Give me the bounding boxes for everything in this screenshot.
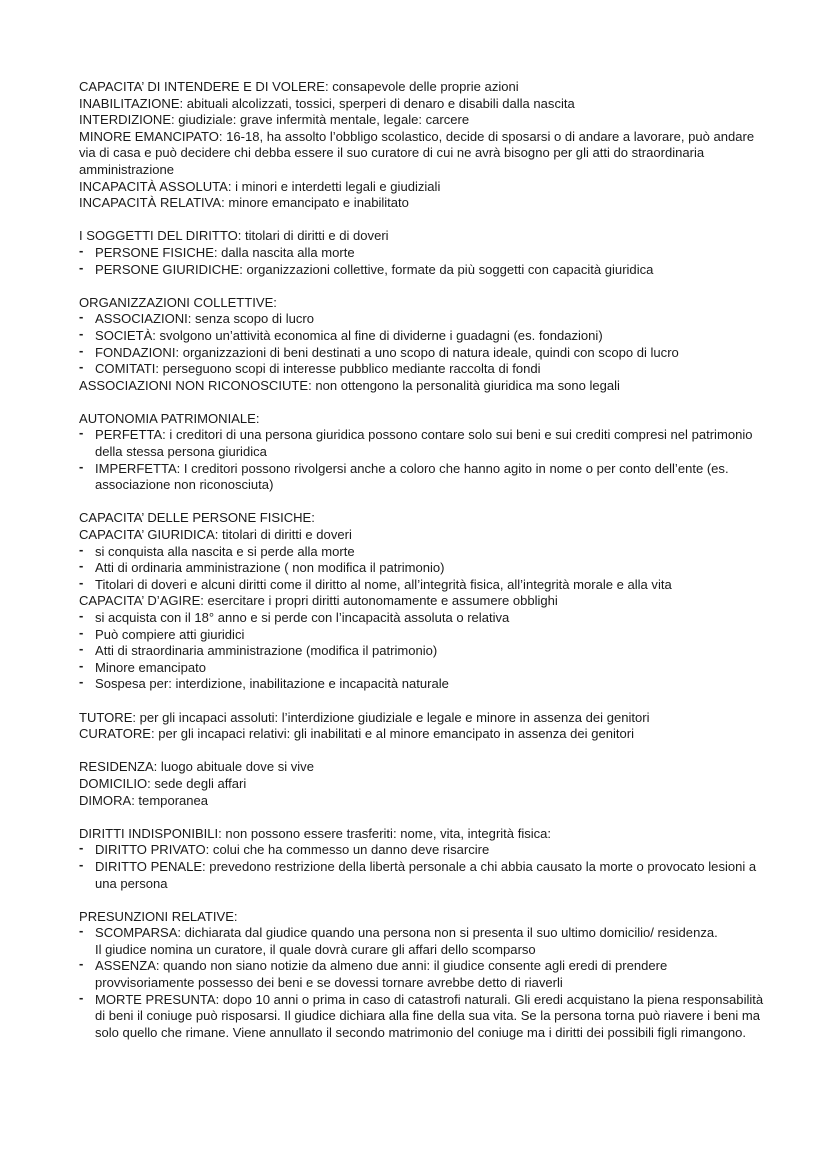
section-heading: CAPACITA’ DELLE PERSONE FISICHE: <box>79 510 315 526</box>
text-line: TUTORE: per gli incapaci assoluti: l’interdizione giudiziale e legale e minore in assenza dei genitori <box>79 709 650 725</box>
list-item: - DIRITTO PRIVATO: colui che ha commesso un danno deve risarcire <box>79 842 779 859</box>
list-item: - Minore emancipato <box>79 660 779 677</box>
text-line: INTERDIZIONE: giudiziale: grave infermità mentale, legale: carcere <box>79 112 470 128</box>
subheading: CAPACITA’ D’AGIRE: esercitare i propri diritti autonomamente e assumere obblighi <box>79 593 558 609</box>
list-item: - IMPERFETTA: I creditori possono rivolgersi anche a coloro che hanno agito in nome o per conto dell’ente (es. associazione non riconosciuta) <box>79 461 775 494</box>
list-item: - PERFETTA: i creditori di una persona giuridica possono contare solo sui beni e sui crediti compresi nel patrimonio della stessa persona giuridica <box>79 427 755 460</box>
list-item: - FONDAZIONI: organizzazioni di beni destinati a uno scopo di natura ideale, quindi con scopo di lucro <box>79 345 779 362</box>
section-persone-fisiche <box>79 510 779 693</box>
section-capacita <box>79 79 779 212</box>
section-heading: AUTONOMIA PATRIMONIALE: <box>79 410 260 426</box>
text-line: DOMICILIO: sede degli affari <box>79 775 247 791</box>
section-diritti-indisponibili <box>79 826 779 892</box>
section-heading: PRESUNZIONI RELATIVE: <box>79 908 238 924</box>
list-item: - Può compiere atti giuridici <box>79 627 779 644</box>
list-item: - PERSONE GIURIDICHE: organizzazioni collettive, formate da più soggetti con capacità giuridica <box>79 262 779 279</box>
text-line: DIMORA: temporanea <box>79 792 209 808</box>
list-item: - si acquista con il 18° anno e si perde con l’incapacità assoluta o relativa <box>79 610 779 627</box>
list-item: - MORTE PRESUNTA: dopo 10 anni o prima in caso di catastrofi naturali. Gli eredi acquistano la piena responsabilità di beni il coniuge può risposarsi. Il giudice dichiara alla fine della sua vita. Se la persona torna può riavere i beni ma solo quello che rimane. Viene annullato il secondo matrimonio del coniuge ma i diritti dei possibili figli rimangono. <box>79 992 775 1042</box>
section-soggetti <box>79 228 779 278</box>
section-autonomia <box>79 411 779 494</box>
list-item: - SOCIETÀ: svolgono un’attività economica al fine di dividerne i guadagni (es. fondazioni) <box>79 328 779 345</box>
text-line: CURATORE: per gli incapaci relativi: gli inabilitati e al minore emancipato in assenza dei genitori <box>79 726 634 742</box>
text-line: ASSOCIAZIONI NON RICONOSCIUTE: non ottengono la personalità giuridica ma sono legali <box>79 377 620 393</box>
list-item: - PERSONE FISICHE: dalla nascita alla morte <box>79 245 779 262</box>
list-item: - Sospesa per: interdizione, inabilitazione e incapacità naturale <box>79 676 779 693</box>
list-item: - Titolari di doveri e alcuni diritti come il diritto al nome, all’integrità fisica, all’integrità morale e alla vita <box>79 577 779 594</box>
section-organizzazioni <box>79 295 779 395</box>
list-item: - ASSOCIAZIONI: senza scopo di lucro <box>79 311 779 328</box>
section-presunzioni <box>79 909 779 1042</box>
text-paragraph: MINORE EMANCIPATO: 16-18, ha assolto l’obbligo scolastico, decide di sposarsi o di andare a lavorare, può andare via di casa e può decidere chi debba essere il suo curatore di cui ne avrà bisogno per gli atti do straordinaria amministrazione <box>79 128 755 177</box>
subheading: CAPACITA’ GIURIDICA: titolari di diritti e doveri <box>79 527 352 543</box>
text-line: INCAPACITÀ ASSOLUTA: i minori e interdetti legali e giudiziali <box>79 178 441 194</box>
notes-page <box>79 79 779 1041</box>
section-heading: ORGANIZZAZIONI COLLETTIVE: <box>79 294 277 310</box>
text-line: INCAPACITÀ RELATIVA: minore emancipato e inabilitato <box>79 195 409 211</box>
section-tutore-curatore <box>79 710 779 743</box>
section-residenza <box>79 759 779 809</box>
list-item: - SCOMPARSA: dichiarata dal giudice quando una persona non si presenta il suo ultimo domicilio/ residenza. Il giudice nomina un curatore, il quale dovrà curare gli affari dello scomparso <box>79 925 725 958</box>
list-item: - COMITATI: perseguono scopi di interesse pubblico mediante raccolta di fondi <box>79 361 779 378</box>
section-heading: DIRITTI INDISPONIBILI: non possono essere trasferiti: nome, vita, integrità fisica: <box>79 825 552 841</box>
text-line: INABILITAZIONE: abituali alcolizzati, tossici, sperperi di denaro e disabili dalla nascita <box>79 95 575 111</box>
list-item: - DIRITTO PENALE: prevedono restrizione della libertà personale a chi abbia causato la morte o provocato lesioni a una persona <box>79 859 775 892</box>
list-item: - Atti di ordinaria amministrazione ( non modifica il patrimonio) <box>79 560 779 577</box>
list-item: - ASSENZA: quando non siano notizie da almeno due anni: il giudice consente agli eredi di prendere provvisoriamente possesso dei beni e se dovessi tornare avrebbe detto di riaverli <box>79 958 745 991</box>
text-line: RESIDENZA: luogo abituale dove si vive <box>79 759 314 775</box>
list-item: - Atti di straordinaria amministrazione (modifica il patrimonio) <box>79 643 779 660</box>
list-item: - si conquista alla nascita e si perde alla morte <box>79 544 779 561</box>
text-line: CAPACITA’ DI INTENDERE E DI VOLERE: consapevole delle proprie azioni <box>79 79 519 94</box>
section-heading: I SOGGETTI DEL DIRITTO: titolari di diritti e di doveri <box>79 228 389 244</box>
